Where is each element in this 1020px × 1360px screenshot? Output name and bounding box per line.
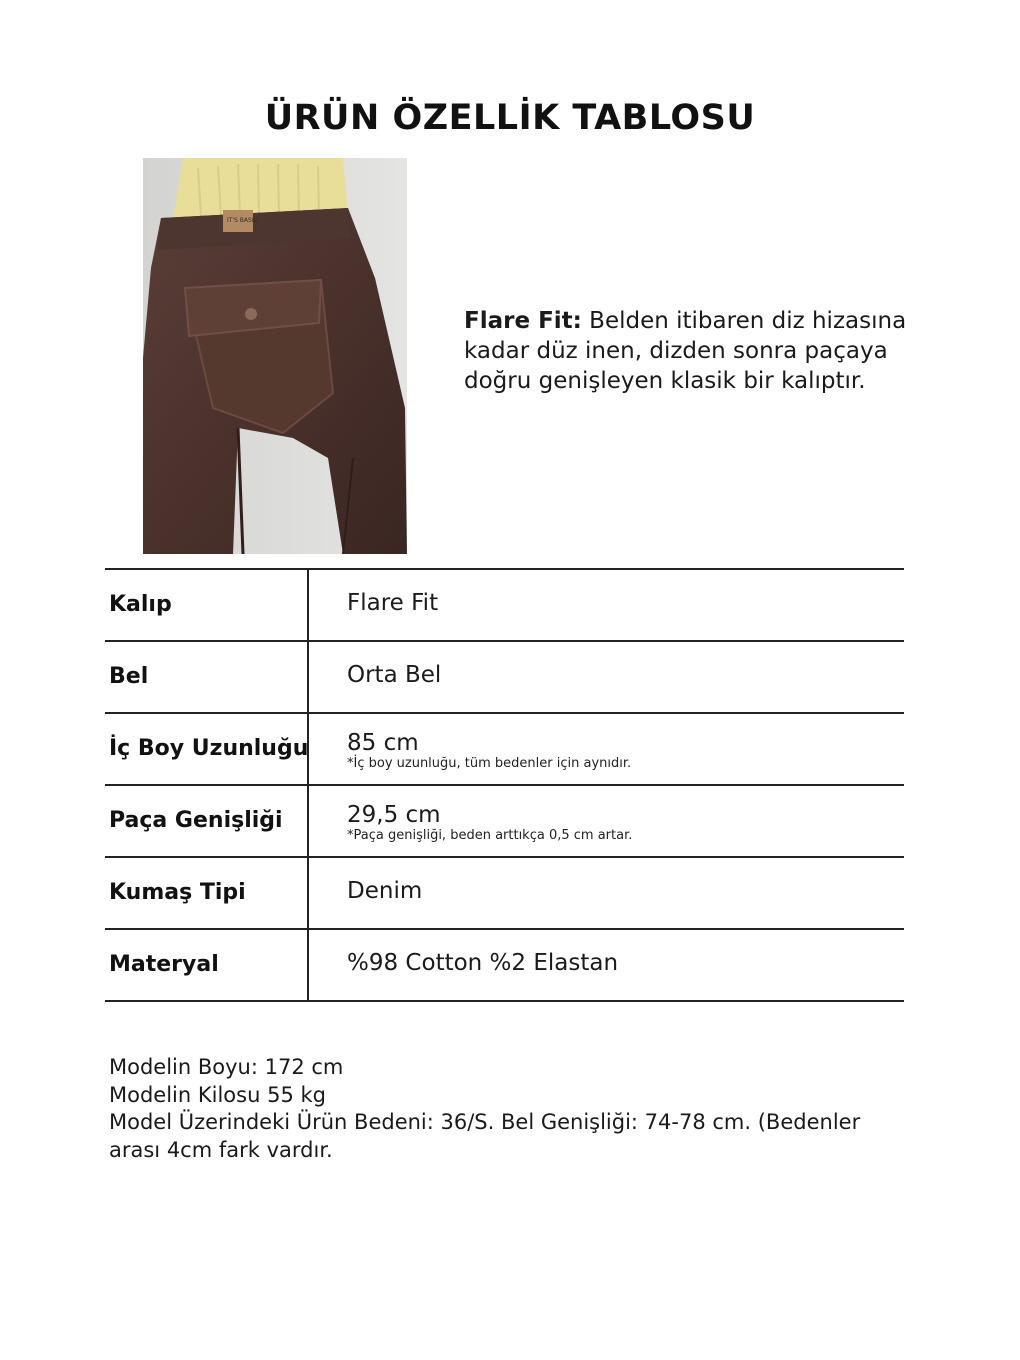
spec-row-bel bbox=[105, 642, 904, 714]
spec-label: Kumaş Tipi bbox=[109, 880, 246, 905]
spec-label: İç Boy Uzunluğu bbox=[109, 736, 309, 761]
spec-note: *İç boy uzunluğu, tüm bedenler için aynıdır. bbox=[347, 756, 632, 771]
model-weight: Modelin Kilosu 55 kg bbox=[109, 1082, 326, 1107]
spec-row-paca bbox=[105, 786, 904, 858]
model-height: Modelin Boyu: 172 cm bbox=[109, 1055, 344, 1079]
spec-label: Paça Genişliği bbox=[109, 808, 283, 833]
spec-value: 29,5 cm bbox=[347, 802, 441, 828]
spec-label: Bel bbox=[109, 664, 149, 689]
spec-table bbox=[105, 568, 904, 1002]
page-title: ÜRÜN ÖZELLİK TABLOSU bbox=[264, 98, 756, 138]
spec-value: 85 cm bbox=[347, 730, 419, 756]
spec-label: Kalıp bbox=[109, 592, 172, 617]
model-size: Model Üzerindeki Ürün Bedeni: 36/S. Bel Genişliği: 74-78 cm. (Bedenler arası 4cm fark vardır. bbox=[109, 1110, 861, 1162]
spec-row-materyal bbox=[105, 930, 904, 1002]
spec-value: Orta Bel bbox=[347, 662, 442, 688]
spec-note: *Paça genişliği, beden arttıkça 0,5 cm artar. bbox=[347, 828, 633, 843]
spec-row-kumas bbox=[105, 858, 904, 930]
fit-name: Flare Fit: bbox=[464, 308, 582, 334]
spec-value: Flare Fit bbox=[347, 590, 439, 616]
fit-description-text: Belden itibaren diz hizasına kadar düz inen, dizden sonra paçaya doğru genişleyen klasik bir kalıptır. bbox=[464, 308, 907, 394]
fit-description bbox=[464, 306, 924, 396]
spec-value-group bbox=[347, 802, 632, 843]
spec-row-kalip bbox=[105, 568, 904, 642]
model-info bbox=[109, 1054, 909, 1164]
product-photo bbox=[143, 158, 407, 554]
spec-value-group bbox=[347, 730, 631, 771]
spec-row-ic-boy bbox=[105, 714, 904, 786]
spec-value: Denim bbox=[347, 878, 423, 904]
spec-value: %98 Cotton %2 Elastan bbox=[347, 950, 619, 976]
spec-label: Materyal bbox=[109, 952, 219, 977]
brand-patch-label: IT'S BASIC bbox=[227, 217, 258, 224]
